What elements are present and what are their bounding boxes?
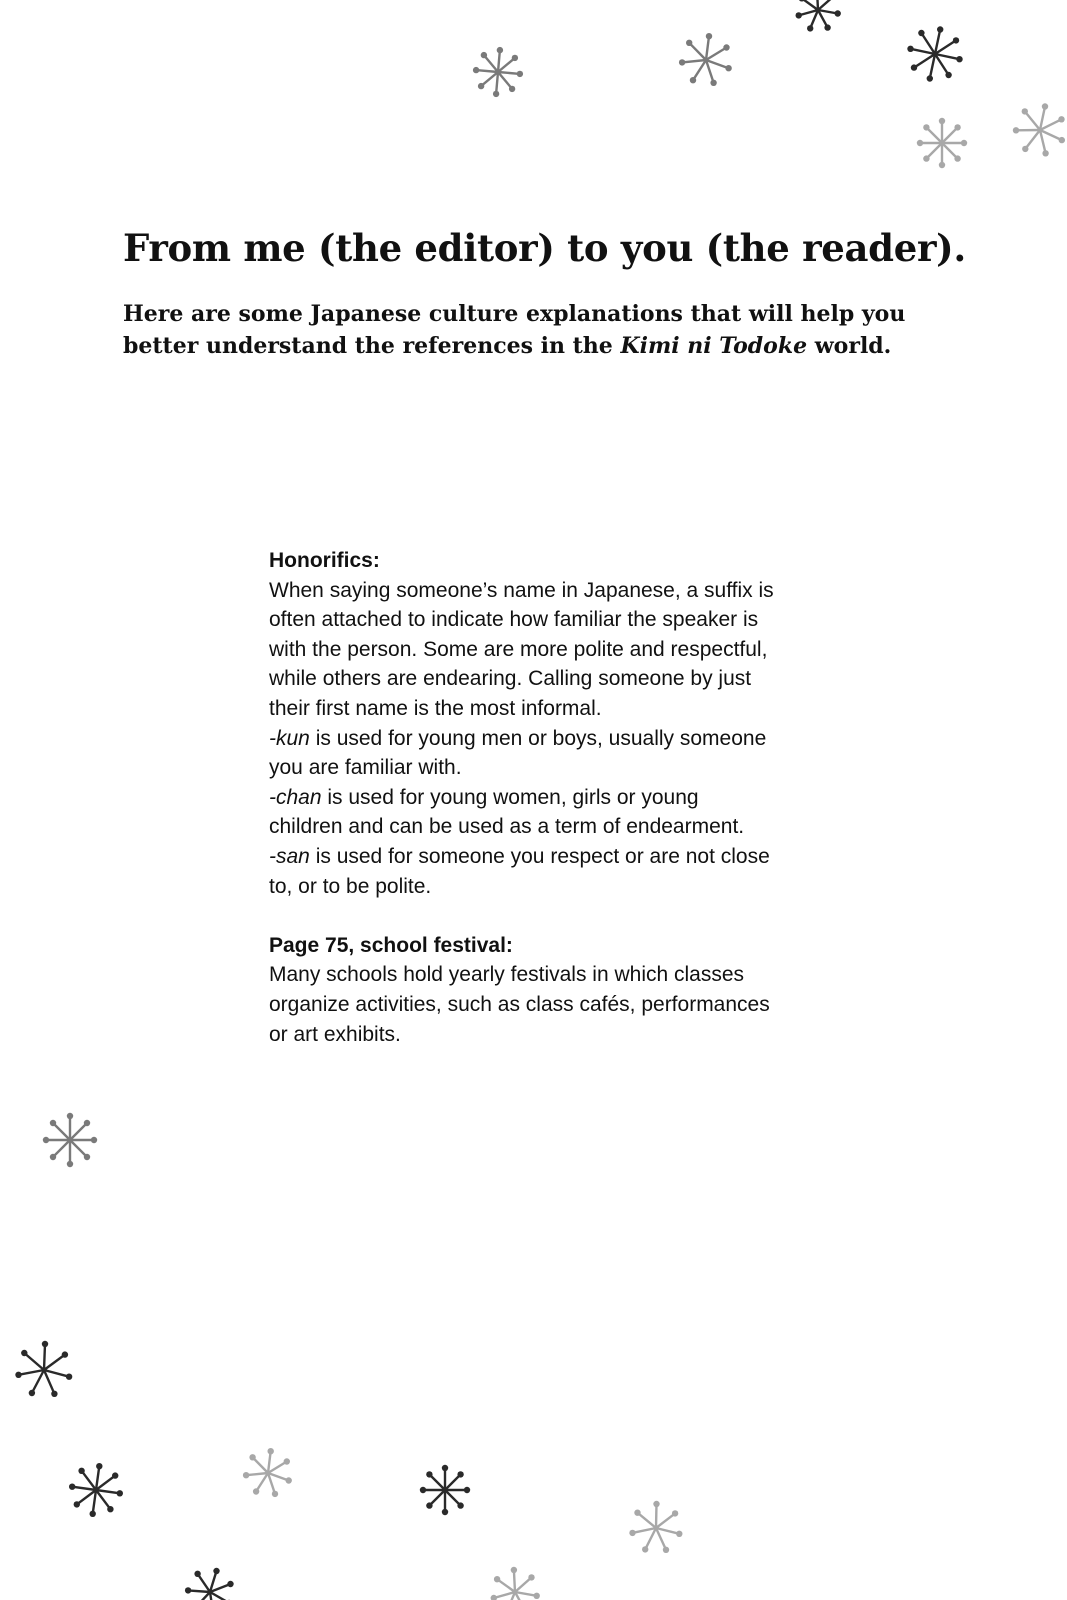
chan-definition bbox=[269, 783, 809, 813]
kun-definition bbox=[269, 724, 809, 754]
snowflake-icon bbox=[907, 26, 962, 81]
section-spacer bbox=[269, 901, 809, 931]
chan-definition-cont: children and can be used as a term of endearment. bbox=[269, 815, 745, 839]
intro-paragraph bbox=[123, 298, 973, 362]
kun-definition-cont: you are familiar with. bbox=[269, 756, 462, 780]
chan-term: -chan bbox=[269, 785, 322, 809]
snowflake-icon bbox=[796, 0, 841, 32]
snowflake-icon bbox=[15, 1341, 72, 1397]
kun-term: -kun bbox=[269, 726, 310, 750]
intro-text-before: Here are some Japanese culture explanations that will help you better understand the references in the bbox=[123, 301, 906, 359]
honorifics-heading: Honorifics: bbox=[269, 549, 380, 572]
festival-heading: Page 75, school festival: bbox=[269, 933, 513, 957]
honorifics-line: their first name is the most informal. bbox=[269, 696, 602, 720]
honorifics-line: with the person. Some are more polite and respectful, bbox=[269, 637, 768, 661]
snowflake-icon bbox=[43, 1113, 97, 1167]
page-title: From me (the editor) to you (the reader). bbox=[123, 226, 966, 270]
festival-line: Many schools hold yearly festivals in which classes bbox=[269, 963, 745, 987]
festival-line: organize activities, such as class cafés, performances bbox=[269, 992, 770, 1016]
honorifics-line: When saying someone’s name in Japanese, a suffix is bbox=[269, 578, 774, 602]
festival-line: or art exhibits. bbox=[269, 1022, 401, 1046]
san-definition-cont: to, or to be polite. bbox=[269, 874, 432, 898]
snowflake-icon bbox=[679, 33, 732, 86]
kun-text: is used for young men or boys, usually someone bbox=[309, 726, 767, 750]
san-term: -san bbox=[269, 844, 310, 868]
san-definition bbox=[269, 842, 809, 872]
snowflake-icon bbox=[185, 1568, 234, 1600]
intro-text-after: world. bbox=[807, 333, 892, 359]
honorifics-line: often attached to indicate how familiar the speaker is bbox=[269, 608, 759, 632]
snowflake-icon bbox=[1013, 103, 1065, 156]
notes-column bbox=[269, 546, 809, 1049]
snowflake-icon bbox=[629, 1501, 682, 1553]
snowflake-icon bbox=[491, 1567, 540, 1600]
chan-text: is used for young women, girls or young bbox=[321, 785, 699, 809]
snowflake-icon bbox=[243, 1448, 292, 1497]
snowflake-icon bbox=[473, 47, 523, 97]
snowflake-icon bbox=[420, 1465, 470, 1515]
series-title: Kimi ni Todoke bbox=[620, 333, 808, 359]
san-text: is used for someone you respect or are not close bbox=[309, 844, 770, 868]
snowflake-icon bbox=[917, 118, 967, 168]
honorifics-line: while others are endearing. Calling someone by just bbox=[269, 667, 752, 691]
snowflake-icon bbox=[69, 1463, 123, 1517]
